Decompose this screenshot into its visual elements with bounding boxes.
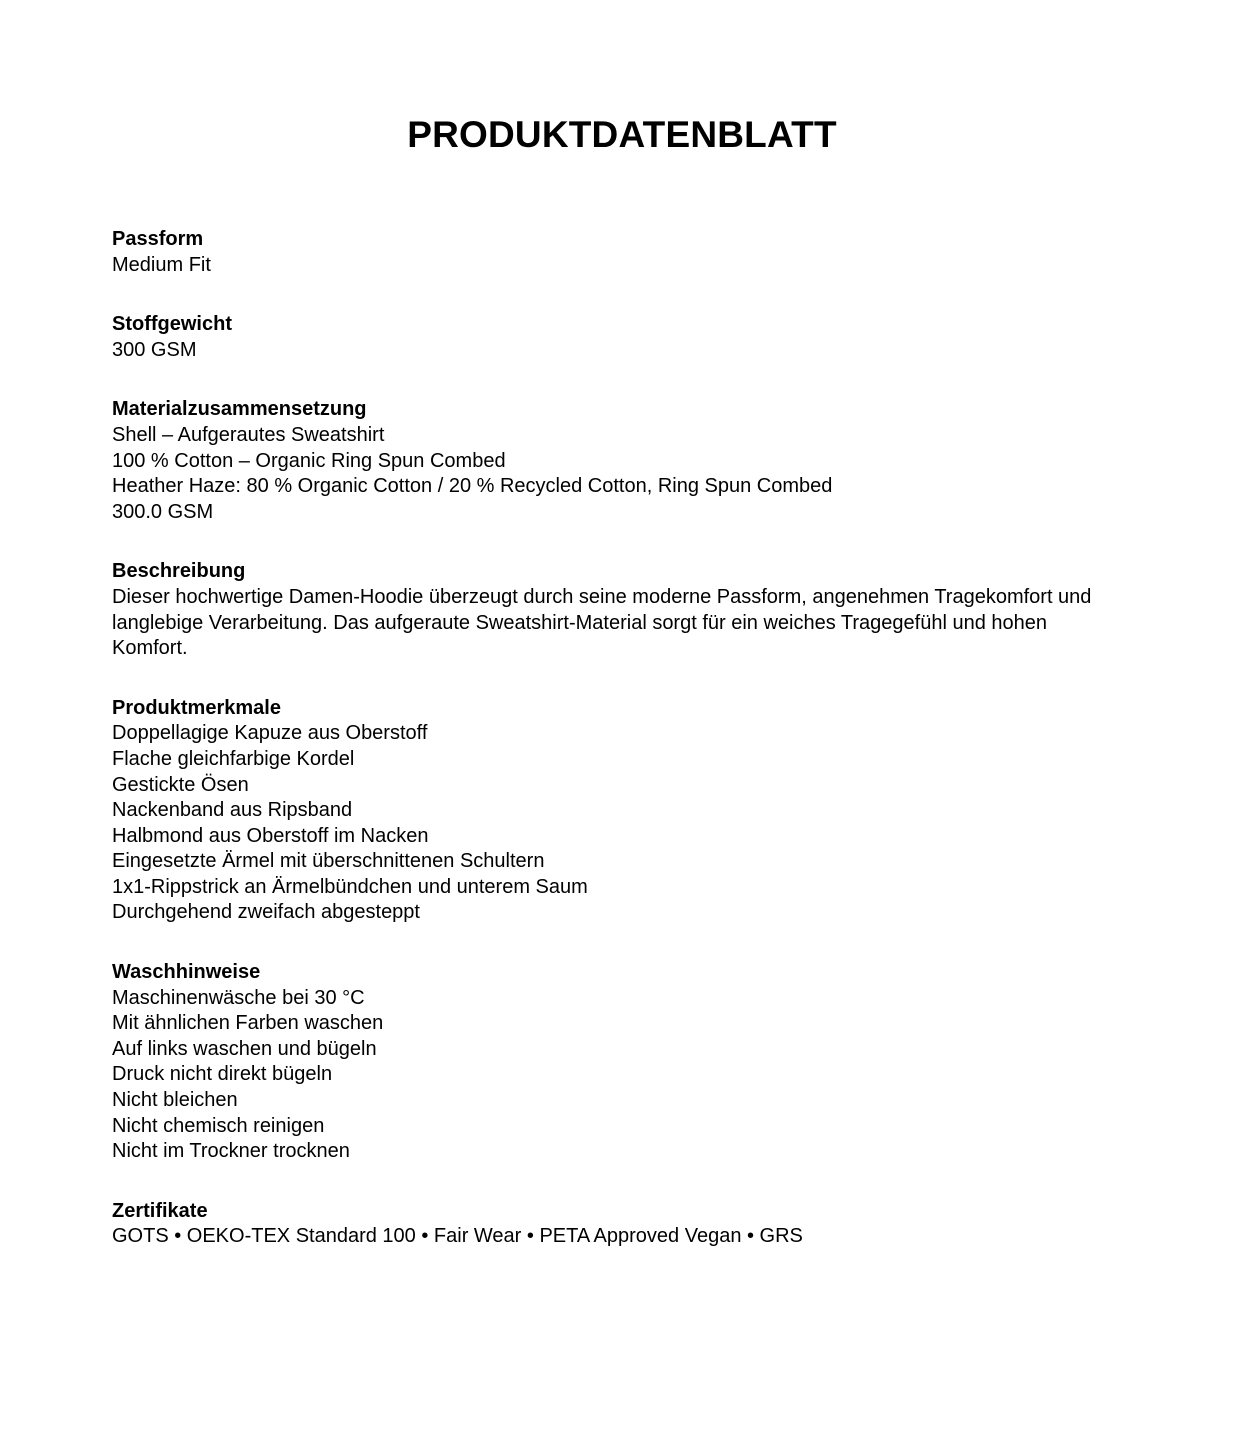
section-fabric-weight	[112, 312, 1132, 363]
feature-item: Durchgehend zweifach abgesteppt	[112, 901, 420, 924]
section-heading: Produktmerkmale	[112, 696, 281, 719]
section-care-instructions	[112, 960, 1132, 1165]
care-item: Maschinenwäsche bei 30 °C	[112, 986, 365, 1009]
section-heading: Beschreibung	[112, 560, 246, 583]
section-heading: Materialzusammensetzung	[112, 398, 367, 421]
fabric-weight-value: 300 GSM	[112, 338, 197, 361]
section-product-features	[112, 696, 1132, 926]
section-heading: Passform	[112, 228, 204, 250]
feature-item: Halbmond aus Oberstoff im Nacken	[112, 824, 429, 847]
care-item: Nicht chemisch reinigen	[112, 1114, 325, 1137]
description-text: Dieser hochwertige Damen-Hoodie überzeugt durch seine moderne Passform, angenehmen Tragekomfort und langlebige Verarbeitung. Das aufgeraute Sweatshirt-Material sorgt für ein weiches Tragegefühl und hohen Komfort.	[112, 585, 1092, 660]
section-material-composition	[112, 397, 1132, 525]
section-certificates	[112, 1199, 1132, 1250]
material-line: Heather Haze: 80 % Organic Cotton / 20 % Recycled Cotton, Ring Spun Combed	[112, 475, 833, 498]
care-item: Nicht im Trockner trocknen	[112, 1140, 350, 1163]
care-item: Nicht bleichen	[112, 1089, 238, 1112]
feature-item: Eingesetzte Ärmel mit überschnittenen Schultern	[112, 850, 545, 873]
certificates-list: GOTS • OEKO-TEX Standard 100 • Fair Wear • PETA Approved Vegan • GRS	[112, 1225, 803, 1248]
care-item: Druck nicht direkt bügeln	[112, 1063, 333, 1086]
care-item: Mit ähnlichen Farben waschen	[112, 1012, 384, 1035]
section-heading: Stoffgewicht	[112, 313, 232, 336]
datasheet-sections	[112, 227, 1132, 1250]
feature-item: Flache gleichfarbige Kordel	[112, 747, 355, 770]
feature-item: Nackenband aus Ripsband	[112, 799, 353, 822]
section-heading: Waschhinweise	[112, 961, 261, 984]
section-fit	[112, 227, 1132, 278]
document-title: PRODUKTDATENBLATT	[407, 114, 837, 155]
care-item: Auf links waschen und bügeln	[112, 1037, 377, 1060]
material-line: 300.0 GSM	[112, 500, 214, 523]
material-line: Shell – Aufgerautes Sweatshirt	[112, 423, 385, 446]
section-heading: Zertifikate	[112, 1199, 208, 1222]
fit-value: Medium Fit	[112, 253, 211, 276]
material-line: 100 % Cotton – Organic Ring Spun Combed	[112, 449, 506, 472]
section-description	[112, 559, 1132, 661]
feature-item: 1x1-Rippstrick an Ärmelbündchen und unterem Saum	[112, 875, 588, 898]
feature-item: Doppellagige Kapuze aus Oberstoff	[112, 722, 428, 745]
feature-item: Gestickte Ösen	[112, 773, 249, 796]
